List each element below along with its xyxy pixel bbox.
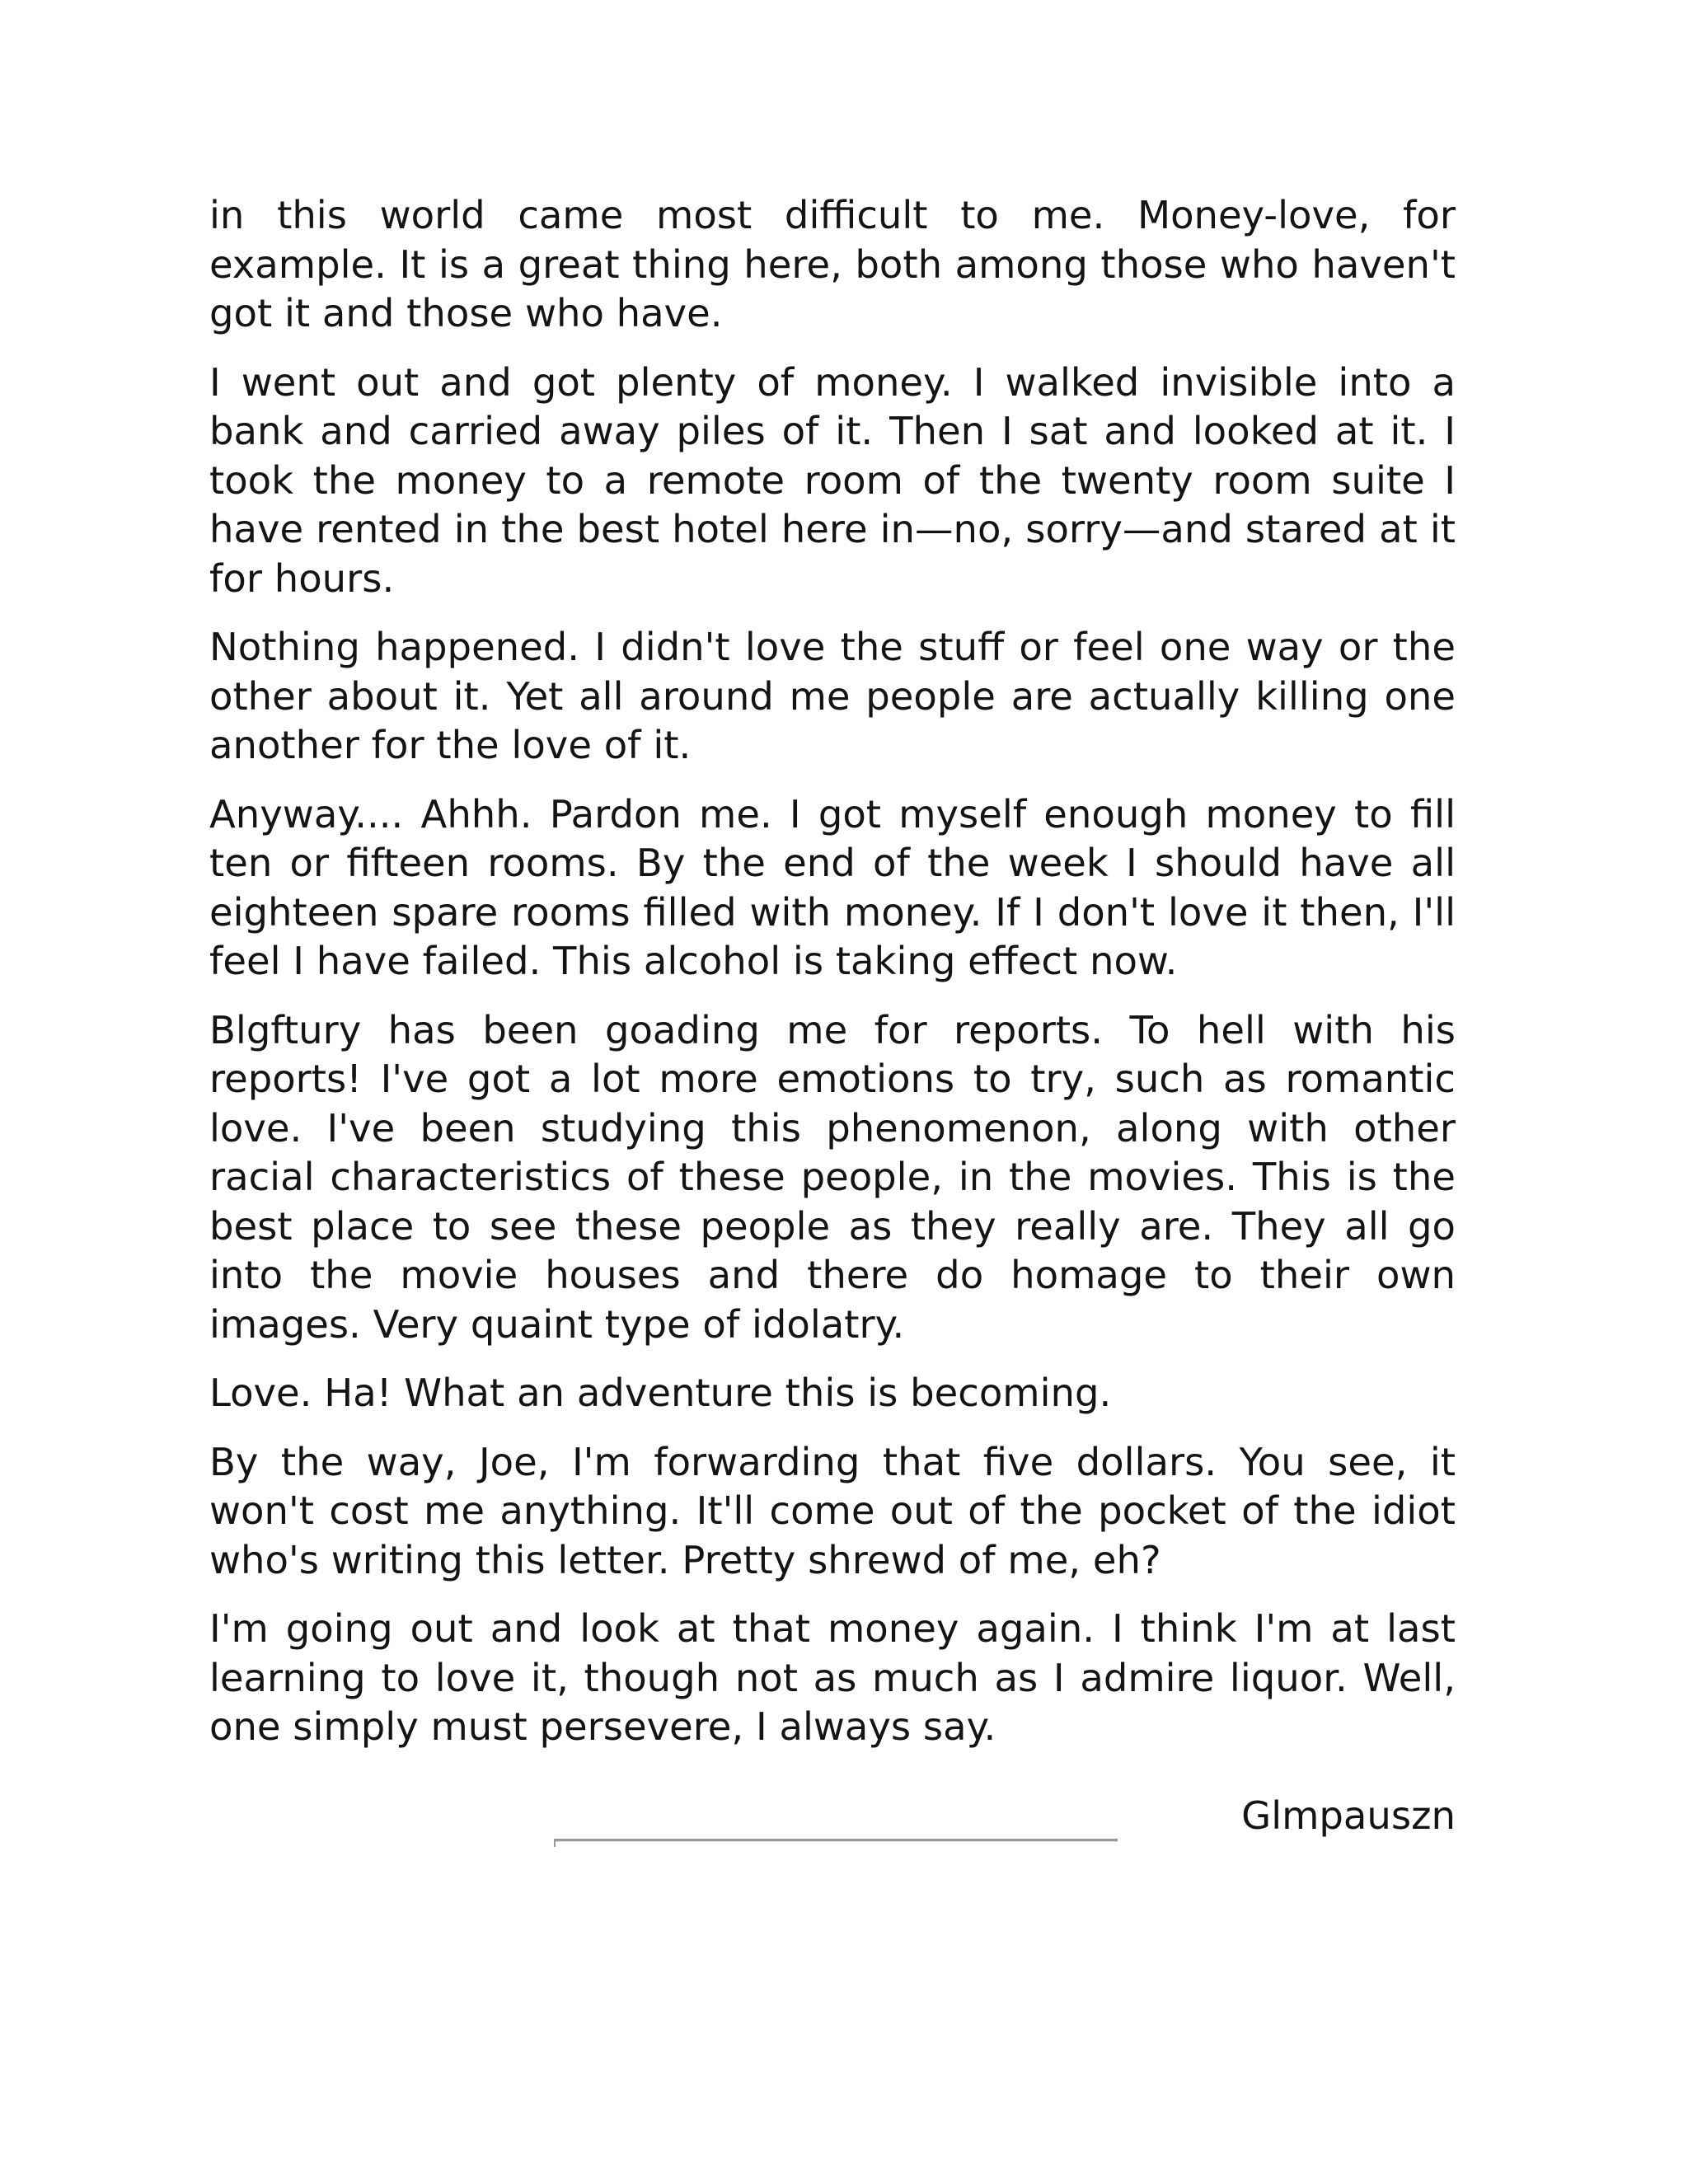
- paragraph-3: Nothing happened. I didn't love the stuff or feel one way or the other about it. Yet all around me people are actually killing one another for the love of it.: [209, 625, 1456, 767]
- paragraph-1: in this world came most difficult to me. Money-love, for example. It is a great thing here, both among those who haven't got it and those who have.: [209, 193, 1456, 335]
- paragraph-4: Anyway.... Ahhh. Pardon me. I got myself enough money to fill ten or fifteen rooms. By the end of the week I should have all eighteen spare rooms filled with money. If I don't love it then, I'll feel I have failed. This alcohol is taking effect now.: [209, 791, 1456, 983]
- paragraph-7: By the way, Joe, I'm forwarding that five dollars. You see, it won't cost me anything. It'll come out of the pocket of the idiot who's writing this letter. Pretty shrewd of me, eh?: [209, 1439, 1456, 1582]
- paragraph-2: I went out and got plenty of money. I walked invisible into a bank and carried away piles of it. Then I sat and looked at it. I took the money to a remote room of the twenty room suite I have rented in the best hotel here in—no, sorry—and stared at it for hours.: [209, 359, 1456, 601]
- signature: Glmpauszn: [1241, 1793, 1456, 1838]
- paragraph-8: I'm going out and look at that money again. I think I'm at last learning to love it, though not as much as I admire liquor. Well, one simply must persevere, I always say.: [209, 1606, 1456, 1749]
- paragraph-6: Love. Ha! What an adventure this is becoming.: [209, 1371, 1112, 1415]
- paragraph-5: Blgftury has been goading me for reports. To hell with his reports! I've got a lot more emotions to try, such as romantic love. I've been studying this phenomenon, along with other racial characteristics of these people, in the movies. This is the best place to see these people as they really are. They all go into the movie houses and there do homage to their own images. Very quaint type of idolatry.: [209, 1007, 1456, 1347]
- section-divider: [554, 1839, 1118, 1842]
- letter-body: [209, 191, 1456, 1840]
